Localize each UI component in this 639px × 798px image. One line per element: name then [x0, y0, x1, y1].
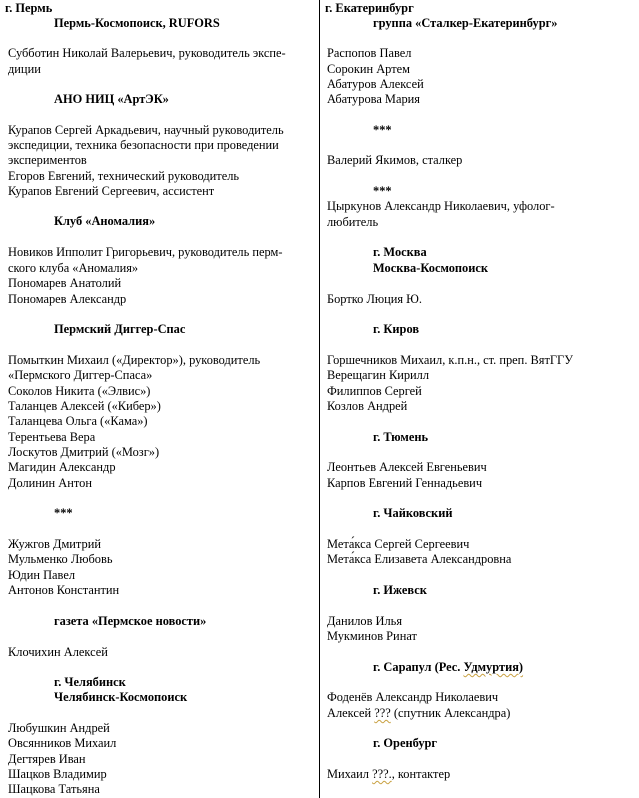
city-heading-kirov: г. Киров [373, 322, 420, 336]
member-line: диции [8, 62, 41, 76]
section-separator-stars: *** [373, 123, 392, 137]
member-line: Овсянников Михаил [8, 736, 117, 750]
member-line: Курапов Евгений Сергеевич, ассистент [8, 184, 215, 198]
member-line: Помыткин Михаил («Директор»), руководитель [8, 353, 261, 367]
member-line: Мета́кса Сергей Сергеевич [327, 537, 470, 551]
member-line: Мульменко Любовь [8, 552, 113, 566]
member-line: Цыркунов Александр Николаевич, уфолог- [327, 199, 555, 213]
member-line: Долинин Антон [8, 476, 92, 490]
member-line: Шацков Владимир [8, 767, 107, 781]
member-line: Мета́кса Елизавета Александровна [327, 552, 512, 566]
member-line: Таланцева Ольга («Кама») [8, 414, 148, 428]
member-line: Таланцев Алексей («Кибер») [8, 399, 161, 413]
member-line: Магидин Александр [8, 460, 116, 474]
member-line: Абатурова Мария [327, 92, 420, 106]
member-note: , контактер [391, 767, 451, 781]
sarapul-udmurtia-text: Удмуртия) [463, 660, 524, 674]
city-heading-perm: г. Пермь [5, 1, 53, 15]
city-heading-moscow: г. Москва [373, 245, 427, 259]
member-line: ского клуба «Аномалия» [8, 261, 139, 275]
city-heading-tyumen: г. Тюмень [373, 430, 429, 444]
member-line: Козлов Андрей [327, 399, 408, 413]
member-line: Терентьева Вера [8, 430, 96, 444]
city-heading-sarapul [373, 660, 523, 675]
unknown-surname: ??? [374, 706, 391, 720]
member-line: экспедиции, техника безопасности при проведении [8, 138, 279, 152]
group-heading-permskie-novosti: газета «Пермское новости» [54, 614, 207, 628]
member-line: Сорокин Артем [327, 62, 410, 76]
member-line: Жужгов Дмитрий [8, 537, 101, 551]
member-line: Карпов Евгений Геннадьевич [327, 476, 483, 490]
member-line: любитель [327, 215, 379, 229]
member-line: Пономарев Александр [8, 292, 127, 306]
right-column [321, 0, 637, 798]
sarapul-text: г. Сарапул (Рес. [373, 660, 464, 674]
member-line: Верещагин Кирилл [327, 368, 430, 382]
member-line: Бортко Люция Ю. [327, 292, 422, 306]
member-line: Любушкин Андрей [8, 721, 110, 735]
city-heading-chelyabinsk: г. Челябинск [54, 675, 126, 689]
group-heading-perm-kosmopoisk: Пермь-Космопоиск, RUFORS [54, 16, 220, 30]
member-line: Курапов Сергей Аркадьевич, научный руководитель [8, 123, 284, 137]
city-heading-chaikovsky: г. Чайковский [373, 506, 453, 520]
left-column [2, 0, 318, 798]
member-line: экспериментов [8, 153, 87, 167]
group-heading-artek: АНО НИЦ «АртЭК» [54, 92, 169, 106]
member-line: Распопов Павел [327, 46, 412, 60]
member-line: Валерий Якимов, сталкер [327, 153, 463, 167]
unknown-surname: ???. [372, 767, 392, 781]
member-line: Горшечников Михаил, к.п.н., ст. преп. ВятГГУ [327, 353, 573, 367]
group-heading-anomaliya: Клуб «Аномалия» [54, 214, 156, 228]
member-line: Егоров Евгений, технический руководитель [8, 169, 240, 183]
member-line: Данилов Илья [327, 614, 403, 628]
column-divider [319, 0, 320, 798]
group-heading-chelyabinsk-kosmopoisk: Челябинск-Космопоиск [54, 690, 188, 704]
member-line: Фоденёв Александр Николаевич [327, 690, 499, 704]
member-line [327, 706, 510, 721]
city-heading-ekaterinburg: г. Екатеринбург [325, 1, 414, 15]
member-line: Субботин Николай Валерьевич, руководитель экспе- [8, 46, 286, 60]
member-line: Соколов Никита («Элвис») [8, 384, 151, 398]
member-line: Дегтярев Иван [8, 752, 86, 766]
city-heading-izhevsk: г. Ижевск [373, 583, 427, 597]
member-line: «Пермского Диггер-Спаса» [8, 368, 153, 382]
section-separator-stars: *** [54, 506, 73, 520]
member-line: Шацкова Татьяна [8, 782, 100, 796]
member-note: (спутник Александра) [390, 706, 511, 720]
member-line: Лоскутов Дмитрий («Мозг») [8, 445, 160, 459]
group-heading-digger-spas: Пермский Диггер-Спас [54, 322, 186, 336]
group-heading-stalker: группа «Сталкер-Екатеринбург» [373, 16, 558, 30]
member-name: Михаил [327, 767, 373, 781]
member-line: Филиппов Сергей [327, 384, 422, 398]
member-line: Юдин Павел [8, 568, 75, 582]
member-line: Леонтьев Алексей Евгеньевич [327, 460, 487, 474]
member-name: Алексей [327, 706, 375, 720]
member-line: Клочихин Алексей [8, 645, 108, 659]
group-heading-moscow-kosmopoisk: Москва-Космопоиск [373, 261, 489, 275]
city-heading-orenburg: г. Оренбург [373, 736, 438, 750]
member-line: Пономарев Анатолий [8, 276, 122, 290]
section-separator-stars: *** [373, 184, 392, 198]
member-line: Абатуров Алексей [327, 77, 424, 91]
member-line: Антонов Константин [8, 583, 120, 597]
member-line: Мукминов Ринат [327, 629, 417, 643]
member-line: Новиков Ипполит Григорьевич, руководитель перм- [8, 245, 283, 259]
member-line [327, 767, 450, 782]
